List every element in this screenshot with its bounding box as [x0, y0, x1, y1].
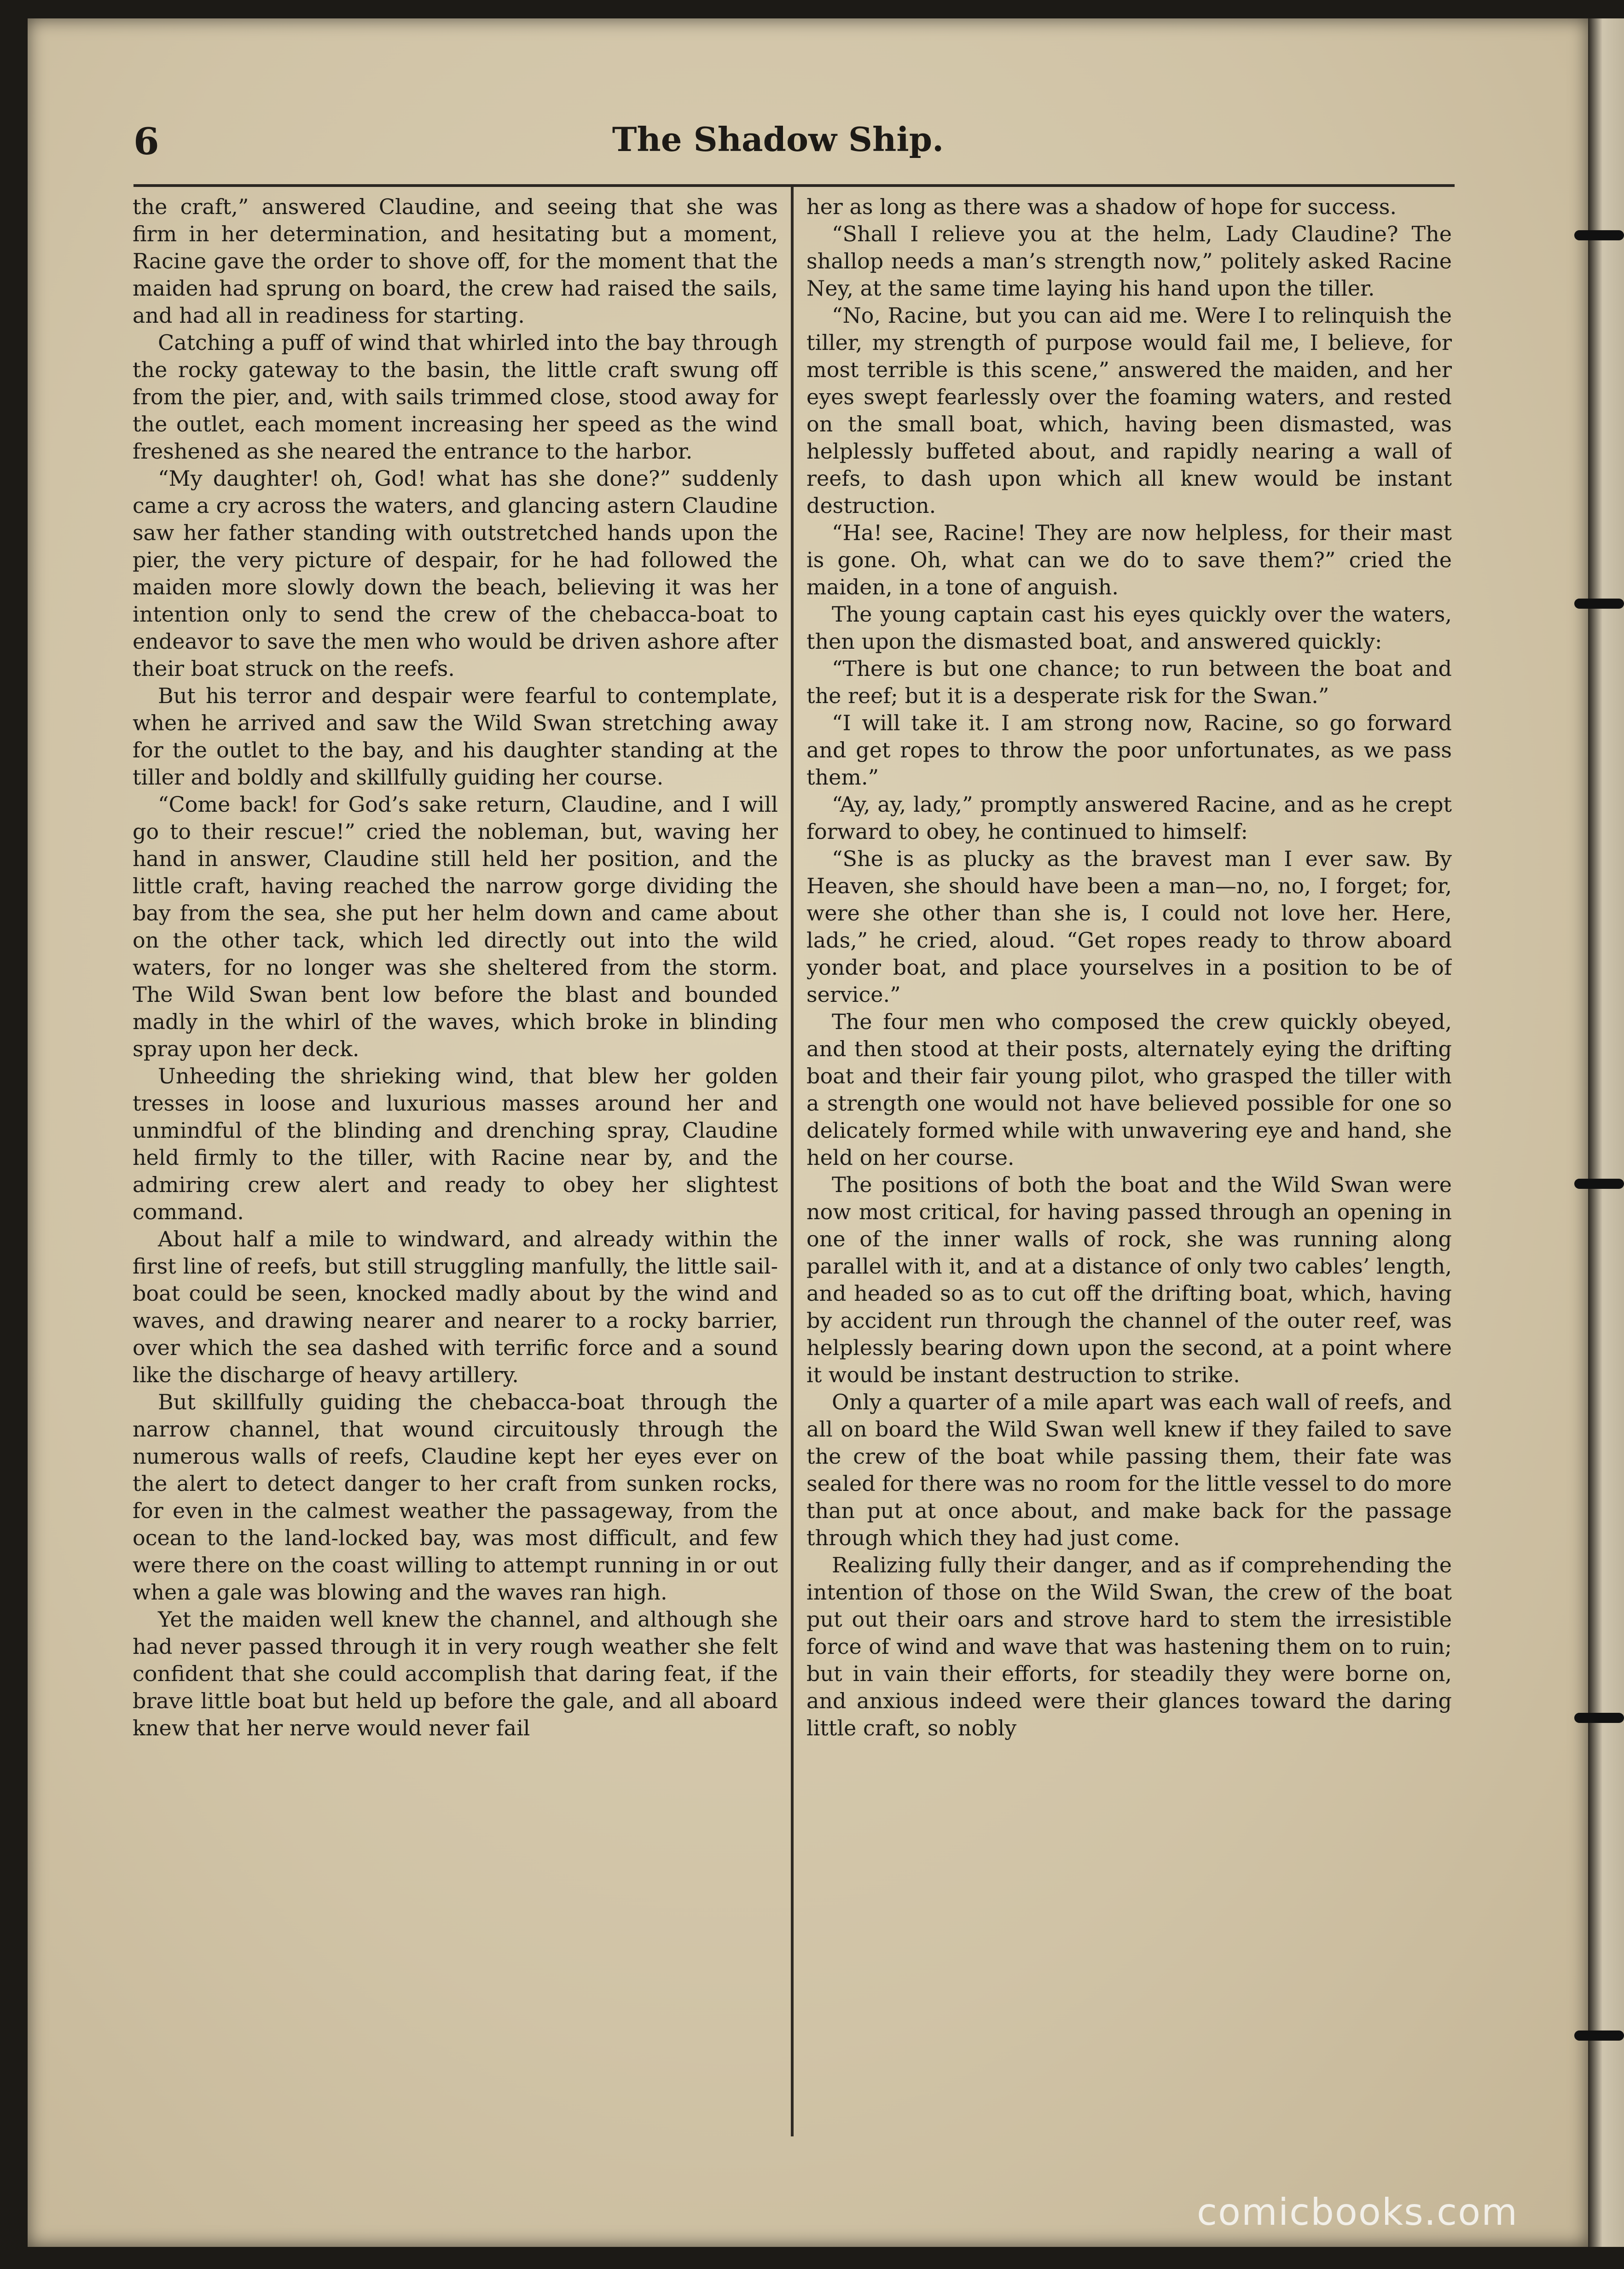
- running-title: The Shadow Ship.: [612, 120, 944, 159]
- paragraph: The young captain cast his eyes quickly over the waters, then upon the dismasted boat, and answered quickly:: [806, 602, 1452, 654]
- paragraph: “Ha! see, Racine! They are now helpless, for their mast is gone. Oh, what can we do to save them?” cried the maiden, in a tone of anguish.: [806, 520, 1452, 599]
- paragraph: The four men who composed the crew quickly obeyed, and then stood at their posts, alternately eying the drifting boat and their fair young pilot, who grasped the tiller with a strength one would not have believed possible for one so delicately formed while with unwavering eye and hand, she held on her course.: [806, 1009, 1452, 1170]
- paragraph: But his terror and despair were fearful to contemplate, when he arrived and saw the Wild Swan stretching away for the outlet to the bay, and his daughter standing at the tiller and boldly and skillfully guiding her course.: [133, 683, 778, 790]
- paragraph: Yet the maiden well knew the channel, and although she had never passed through it in very rough weather she felt confident that she could accomplish that daring feat, if the brave little boat but held up before the gale, and all aboard knew that her nerve would never fail: [133, 1607, 778, 1740]
- left-column: [133, 193, 778, 2143]
- paragraph: “I will take it. I am strong now, Racine, so go forward and get ropes to throw the poor unfortunates, as we pass them.”: [806, 710, 1452, 790]
- paragraph: About half a mile to windward, and already within the first line of reefs, but still struggling manfully, the little sail-boat could be seen, knocked madly about by the wind and waves, and drawing nearer and nearer to a rocky barrier, over which the sea dashed with terrific force and a sound like the discharge of heavy artillery.: [133, 1227, 778, 1387]
- binding-stitch: [1574, 1713, 1624, 1723]
- right-column: [806, 193, 1452, 2143]
- header-rule: [133, 184, 1455, 187]
- binding-stitch: [1574, 230, 1624, 240]
- page-header: [101, 117, 1455, 168]
- column-divider: [791, 186, 794, 2136]
- site-watermark: comicbooks.com: [1197, 2191, 1519, 2234]
- paragraph: her as long as there was a shadow of hope for success.: [806, 194, 1397, 219]
- paragraph: “My daughter! oh, God! what has she done?” suddenly came a cry across the waters, and glancing astern Claudine saw her father standing with outstretched hands upon the pier, the very picture of despair, for he had followed the maiden more slowly down the beach, believing it was her intention only to send the crew of the chebacca-boat to endeavor to save the men who would be driven ashore after their boat struck on the reefs.: [133, 466, 778, 681]
- binding-stitch: [1574, 2030, 1624, 2041]
- paragraph: Unheeding the shrieking wind, that blew her golden tresses in loose and luxurious masses around her and unmindful of the blinding and drenching spray, Claudine held firmly to the tiller, with Racine near by, and the admiring crew alert and ready to obey her slightest command.: [133, 1064, 778, 1224]
- paragraph: the craft,” answered Claudine, and seeing that she was firm in her determination, and hesitating but a moment, Racine gave the order to shove off, for the moment that the maiden had sprung on board, the crew had raised the sails, and had all in readiness for starting.: [133, 194, 778, 328]
- paragraph: “There is but one chance; to run between the boat and the reef; but it is a desperate risk for the Swan.”: [806, 656, 1452, 708]
- paragraph: “No, Racine, but you can aid me. Were I to relinquish the tiller, my strength of purpose would fail me, I believe, for most terrible is this scene,” answered the maiden, and her eyes swept fearlessly over the foaming waters, and rested on the small boat, which, having been dismasted, was helplessly buffeted about, and rapidly nearing a wall of reefs, to dash upon which all knew would be instant destruction.: [806, 303, 1452, 518]
- page-number: 6: [133, 120, 159, 163]
- paragraph: Catching a puff of wind that whirled into the bay through the rocky gateway to the basin, the little craft swung off from the pier, and, with sails trimmed close, stood away for the outlet, each moment increasing her speed as the wind freshened as she neared the entrance to the harbor.: [133, 330, 778, 464]
- paragraph: Only a quarter of a mile apart was each wall of reefs, and all on board the Wild Swan well knew if they failed to save the crew of the boat while passing them, their fate was sealed for there was no room for the little vessel to do more than put at once about, and make back for the passage through which they had just come.: [806, 1390, 1452, 1550]
- binding-stitch: [1574, 599, 1624, 609]
- paragraph: The positions of both the boat and the Wild Swan were now most critical, for having passed through an opening in one of the inner walls of rock, she was running along parallel with it, and at a distance of only two cables’ length, and headed so as to cut off the drifting boat, which, having by accident run through the channel of the outer reef, was helplessly bearing down upon the second, at a point where it would be instant destruction to strike.: [806, 1172, 1452, 1387]
- binding-edge: [1588, 18, 1624, 2247]
- paragraph: “Come back! for God’s sake return, Claudine, and I will go to their rescue!” cried the nobleman, but, waving her hand in answer, Claudine still held her position, and the little craft, having reached the narrow gorge dividing the bay from the sea, she put her helm down and came about on the other tack, which led directly out into the wild waters, for no longer was she sheltered from the storm. The Wild Swan bent low before the blast and bounded madly in the whirl of the waves, which broke in blinding spray upon her deck.: [133, 792, 778, 1061]
- binding-stitch: [1574, 1179, 1624, 1189]
- paragraph: But skillfully guiding the chebacca-boat through the narrow channel, that wound circuitously through the numerous walls of reefs, Claudine kept her eyes ever on the alert to detect danger to her craft from sunken rocks, for even in the calmest weather the passageway, from the ocean to the land-locked bay, was most difficult, and few were there on the coast willing to attempt running in or out when a gale was blowing and the waves ran high.: [133, 1390, 778, 1605]
- paragraph: “She is as plucky as the bravest man I ever saw. By Heaven, she should have been a man—no, no, I forget; for, were she other than she is, I could not love her. Here, lads,” he cried, aloud. “Get ropes ready to throw aboard yonder boat, and place yourselves in a position to be of service.”: [806, 846, 1452, 1007]
- paragraph: “Shall I relieve you at the helm, Lady Claudine? The shallop needs a man’s strength now,” politely asked Racine Ney, at the same time laying his hand upon the tiller.: [806, 221, 1452, 301]
- paragraph: “Ay, ay, lady,” promptly answered Racine, and as he crept forward to obey, he continued to himself:: [806, 792, 1452, 844]
- paragraph: Realizing fully their danger, and as if comprehending the intention of those on the Wild Swan, the crew of the boat put out their oars and strove hard to stem the irresistible force of wind and wave that was hastening them on to ruin; but in vain their efforts, for steadily they were borne on, and anxious indeed were their glances toward the daring little craft, so nobly: [806, 1553, 1452, 1740]
